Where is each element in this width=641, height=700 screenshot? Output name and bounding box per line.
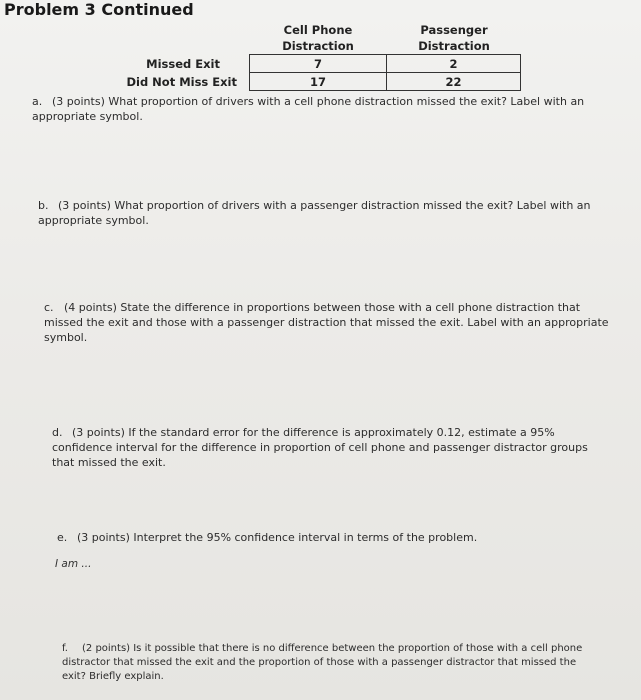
column-header-line: Passenger — [420, 23, 488, 37]
question-label: d. — [52, 426, 63, 439]
question-text: (3 points) If the standard error for the difference is approximately 0.12, estimate a 95% confidence interval for the difference in proportion of cell phone and passenger distractor groups that missed the exit. — [52, 426, 588, 469]
question-text: (3 points) Interpret the 95% confidence interval in terms of the problem. — [77, 531, 478, 544]
answer-text: I am ... — [55, 558, 92, 570]
question-label: e. — [57, 531, 68, 544]
column-header-line: Cell Phone — [283, 23, 353, 37]
page-title: Problem 3 Continued — [4, 0, 194, 19]
column-header-cell-phone — [266, 22, 370, 54]
question-c — [44, 300, 614, 345]
question-d — [52, 425, 612, 470]
table-row — [250, 55, 521, 73]
question-text: (3 points) What proportion of drivers with a passenger distraction missed the exit? Label with an appropriate symbol. — [38, 199, 591, 227]
question-label: f. — [62, 643, 68, 654]
table-cell: 7 — [250, 55, 387, 73]
row-label-did-not-miss-exit: Did Not Miss Exit — [126, 75, 237, 89]
question-f — [62, 642, 602, 684]
question-text: (4 points) State the difference in proportions between those with a cell phone distraction that missed the exit and those with a passenger distraction that missed the exit. Label with an appropriate symbol. — [44, 301, 609, 344]
question-label: a. — [32, 95, 43, 108]
table-cell: 17 — [250, 73, 387, 91]
question-label: c. — [44, 301, 54, 314]
question-a — [32, 94, 632, 124]
table-cell: 2 — [387, 55, 521, 73]
table-row — [250, 73, 521, 91]
table-cell: 22 — [387, 73, 521, 91]
column-header-line: Distraction — [282, 39, 354, 53]
question-text: (2 points) Is it possible that there is no difference between the proportion of those with a cell phone distractor that missed the exit and the proportion of those with a passenger distractor that missed the exit? Briefly explain. — [62, 643, 583, 682]
column-header-passenger — [400, 22, 508, 54]
question-b — [38, 198, 628, 228]
row-label-missed-exit: Missed Exit — [146, 57, 220, 71]
column-header-line: Distraction — [418, 39, 490, 53]
contingency-table — [249, 54, 521, 91]
question-label: b. — [38, 199, 49, 212]
question-text: (3 points) What proportion of drivers with a cell phone distraction missed the exit? Label with an appropriate symbol. — [32, 95, 585, 123]
question-e — [57, 530, 617, 545]
